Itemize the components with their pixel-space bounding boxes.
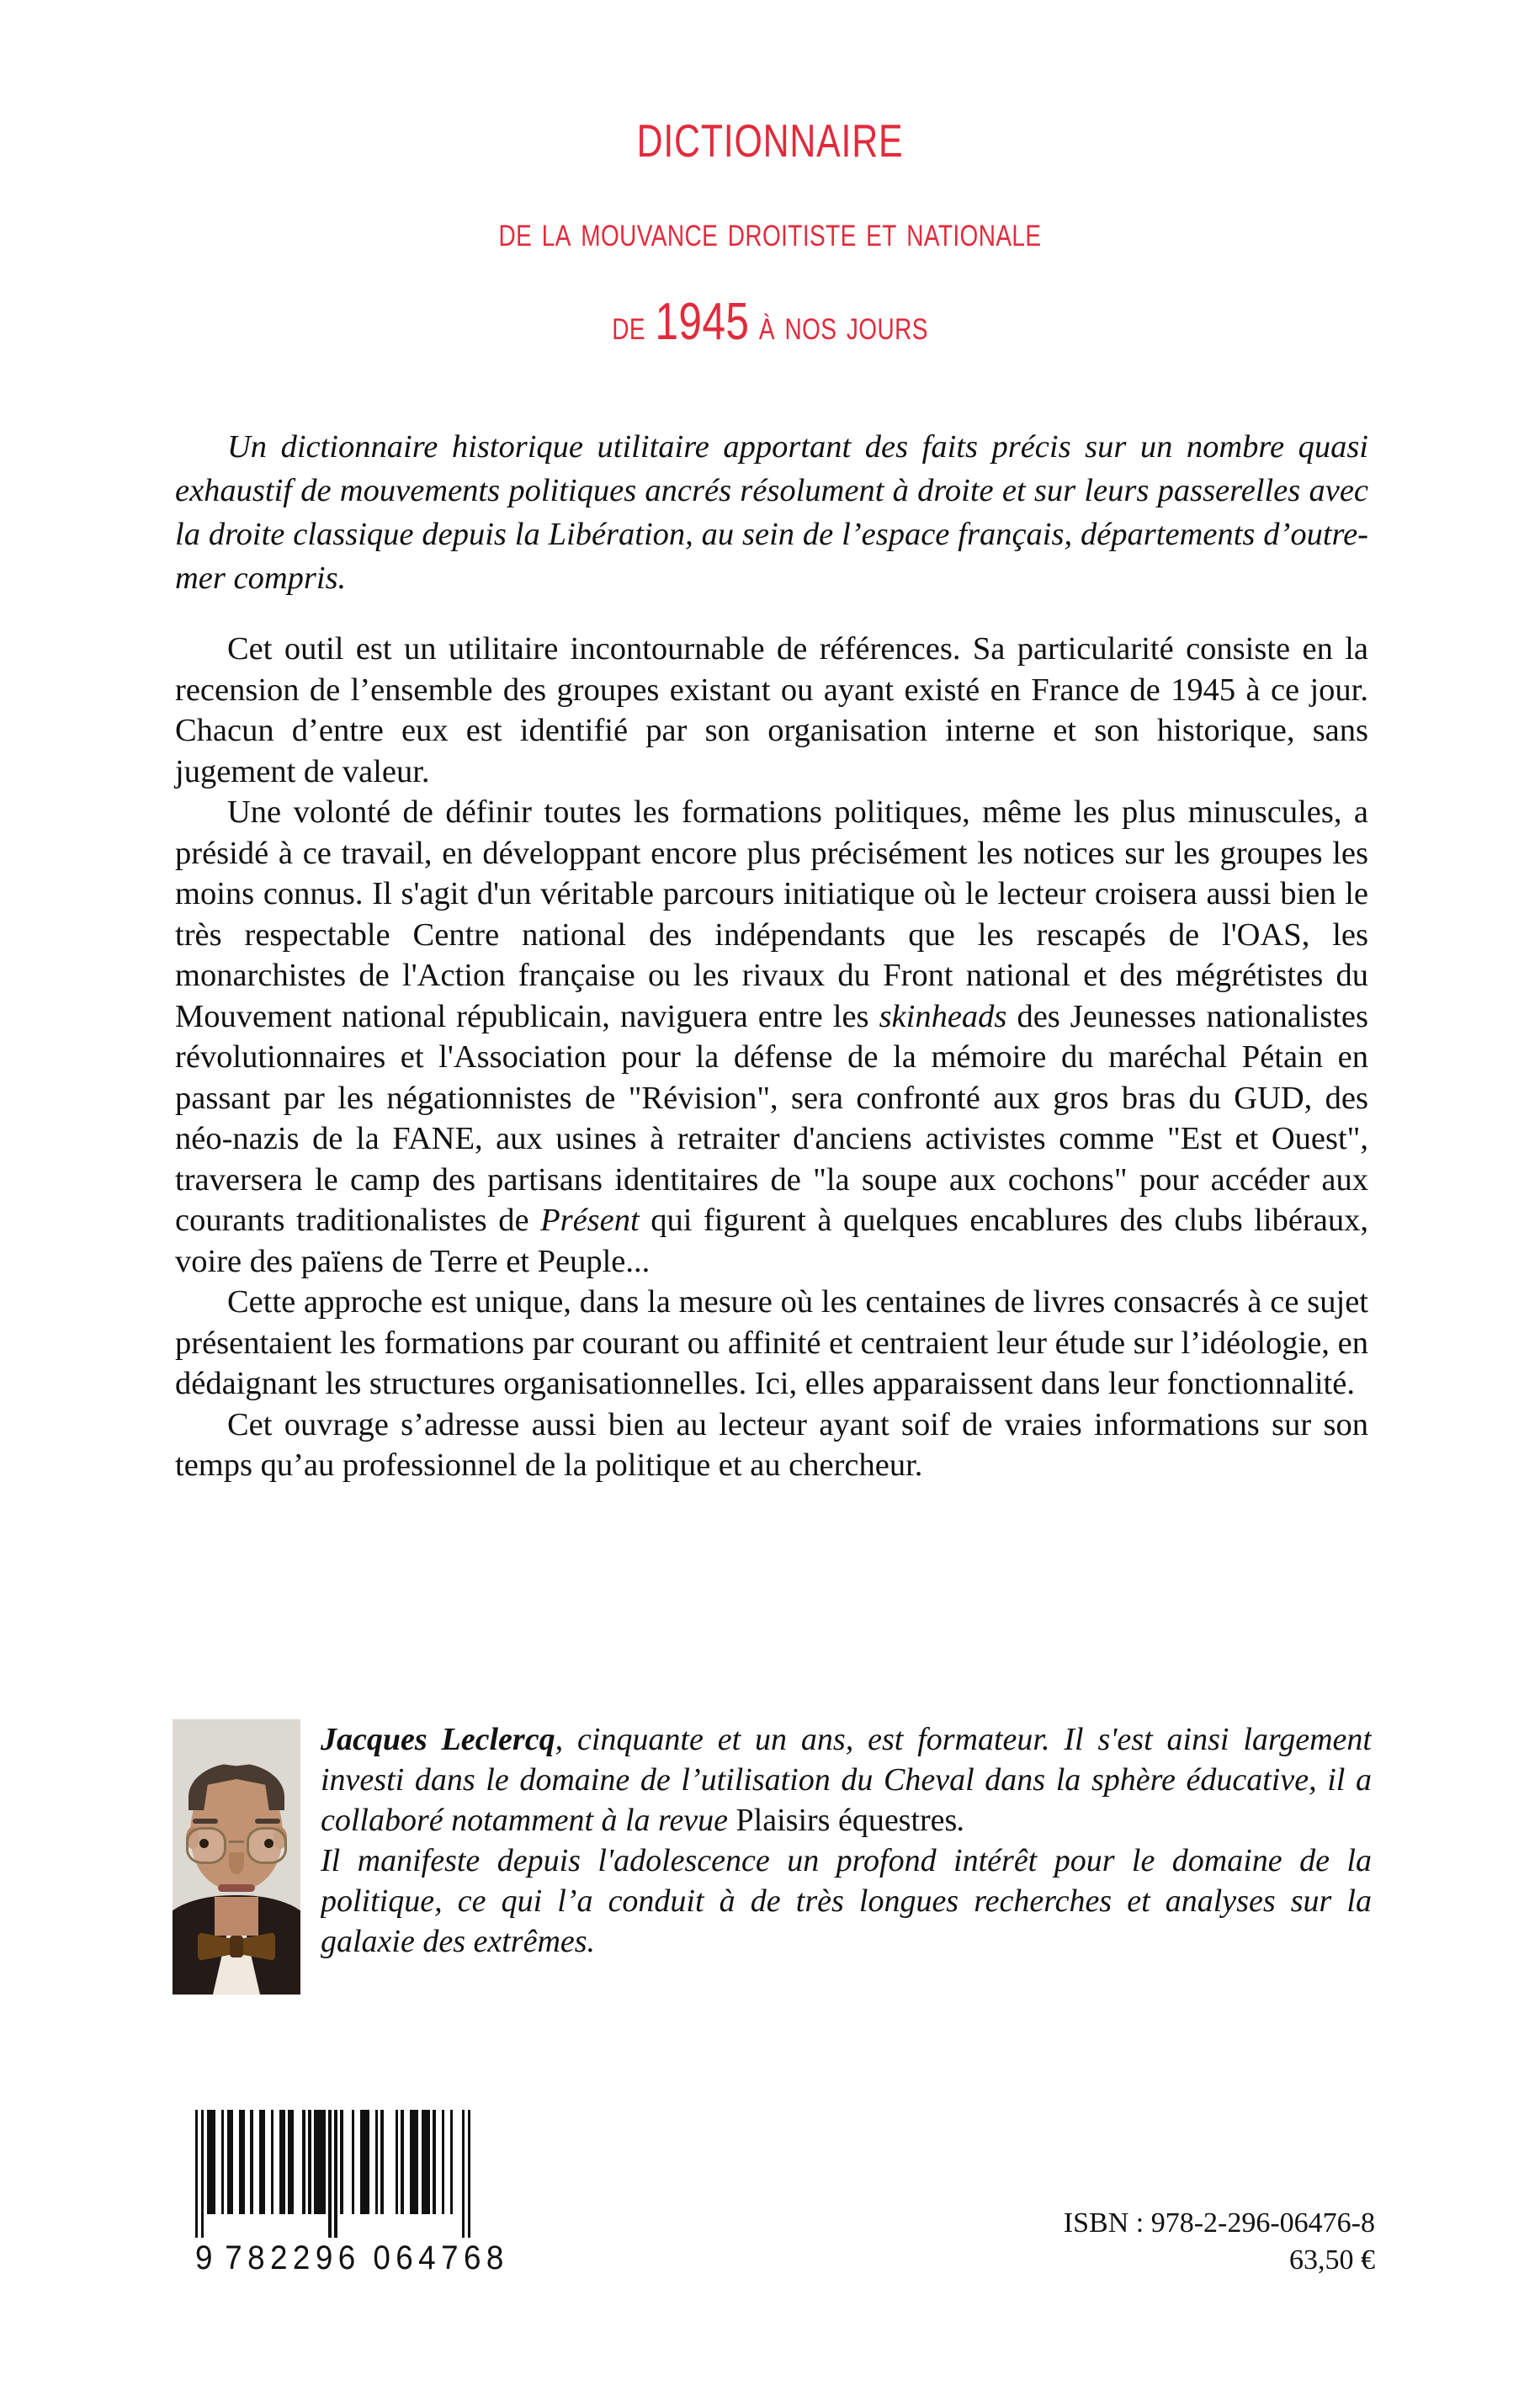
photo-bowtie-knot [230,1936,243,1957]
blurb-p2-emphasis-present: Présent [540,1203,640,1238]
subtitle-line-2 [154,293,1386,351]
blurb-paragraph-2 [175,792,1368,1282]
blurb-text-column [175,425,1368,1486]
photo-eyeglass-bridge [229,1841,244,1843]
photo-nose [229,1852,244,1874]
page-title: dictionnaire [636,97,904,171]
blurb-p2-part-a: Une volonté de définir toutes les formations politiques, même les plus minuscules, a présidé à ce travail, en développant encore plus précisément les notices sur les groupes les moins connus. Il s'agit d'un véritable parcours initiatique où le lecteur croisera aussi bien le très respectable Centre national des indépendants que les rescapés de l'OAS, les monarchistes de l'Action française ou les rivaux du Front national et des mégrétistes du Mouvement national républicain, naviguera entre les [175,794,1368,1034]
paragraph-spacer [175,600,1368,629]
barcode-bars [195,2110,523,2238]
author-bio-paragraph-2: Il manifeste depuis l'adolescence un profond intérêt pour le domaine de la politique, ce qui l’a conduit à de très longues recherches et analyses sur la galaxie des extrêmes. [321,1843,1372,1959]
isbn-text: ISBN : 978-2-296-06476-8 [1063,2207,1375,2239]
price-text: 63,50 € [1289,2244,1375,2276]
author-bio-part-a: , cinquante et un ans, est formateur. Il s'est ainsi largement investi dans le domaine de l’utilisation du Cheval dans la sphère éducative, il a collaboré notamment à la revue [321,1722,1372,1838]
cover-title-block [0,97,1540,351]
subtitle-prefix: de [612,301,645,348]
author-name: Jacques Leclercq [321,1722,555,1757]
blurb-paragraph-4: Cet ouvrage s’adresse aussi bien au lecteur ayant soif de vraies informations sur son temps qu’au professionnel de la politique et au chercheur. [175,1406,1368,1483]
author-bio-part-b: . [957,1803,965,1838]
blurb-p2-part-b: des Jeunesses nationalistes révolutionnaires et l'Association pour la défense de la mémoire du maréchal Pétain en passant par les négationnistes de "Révision", sera confronté aux gros bras du GUD, des néo-nazis de la FANE, aux usines à retraiter d'anciens activistes comme "Est et Ouest", traversera le camp des partisans identitaires de "la soupe aux cochons" pour accéder aux courants traditionalistes de [175,998,1368,1238]
photo-neck [215,1897,258,1936]
photo-eye-left [199,1839,209,1848]
author-bio-paragraph-1 [321,1719,1372,1841]
author-photo [173,1719,300,1995]
subtitle-suffix: à nos jours [758,301,928,348]
photo-eyebrow-left [193,1819,218,1824]
isbn-price-block [1064,2205,1375,2279]
blurb-paragraph-1: Cet outil est un utilitaire incontournable de références. Sa particularité consiste en la recension de l’ensemble des groupes existant ou ayant existé en France de 1945 à ce jour. Chacun d’entre eux est identifié par son organisation interne et son historique, sans jugement de valeur. [175,631,1368,789]
blurb-lead-paragraph: Un dictionnaire historique utilitaire apportant des faits précis sur un nombre quasi exhaustif de mouvements politiques ancrés résolument à droite et sur leurs passerelles avec la droite classique depuis la Libération, au sein de l’espace français, départements d’outre-mer compris. [175,429,1368,596]
subtitle-year: 1945 [655,293,750,351]
author-bio-journal-title: Plaisirs équestres [735,1803,958,1838]
photo-eye-right [264,1839,273,1848]
blurb-p2-emphasis-skinheads: skinheads [879,998,1007,1034]
photo-mouth [218,1884,255,1892]
barcode-digits [195,2239,509,2277]
blurb-p2-part-c: qui figurent à quelques encablures des clubs libéraux, voire des païens de Terre et Peuple... [175,1203,1368,1279]
barcode-digit-first: 9 [195,2239,215,2276]
barcode-digits-left: 782296 [225,2239,361,2276]
barcode-digits-right: 064768 [373,2239,509,2276]
photo-eyebrow-right [255,1819,280,1824]
blurb-paragraph-3: Cette approche est unique, dans la mesure où les centaines de livres consacrés à ce sujet présentaient les formations par courant ou affinité et centraient leur étude sur l’idéologie, en dédaignant les structures organisationnelles. Ici, elles apparaissent dans leur fonctionnalité. [175,1284,1368,1401]
subtitle-line-1: de la mouvance droitiste et nationale [498,208,1042,255]
author-bio-text [321,1719,1372,1962]
ean13-barcode [195,2110,523,2277]
author-bio-block [173,1719,1372,1995]
